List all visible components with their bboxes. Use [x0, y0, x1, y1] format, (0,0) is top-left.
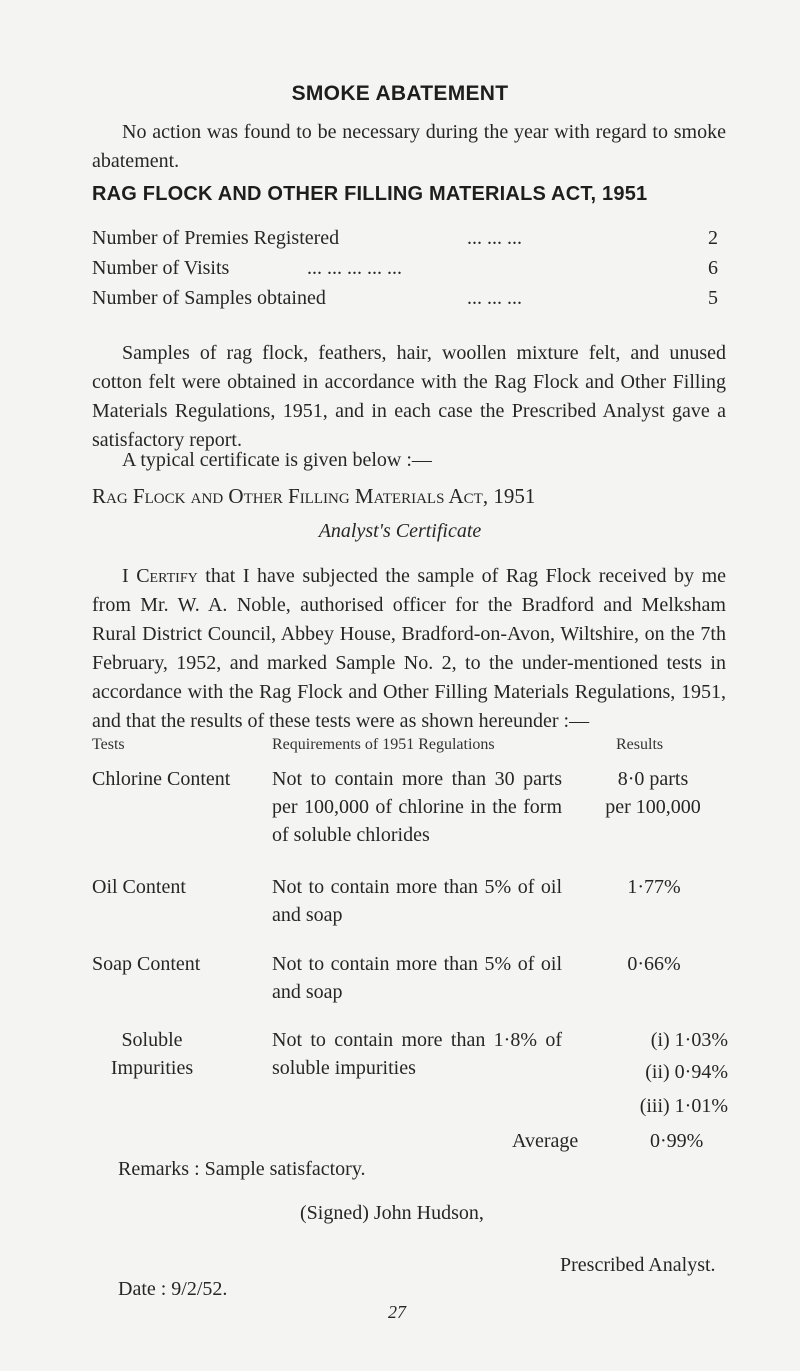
smoke-abatement-paragraph: No action was found to be necessary during the year with regard to smoke abatement.	[92, 121, 726, 172]
typical-certificate-note: A typical certificate is given below :—	[122, 449, 432, 471]
stat-label: Number of Samples obtained	[92, 287, 326, 309]
table-row-result: (ii) 0·94%	[645, 1061, 728, 1083]
table-row-test: Soluble Impurities	[110, 1029, 194, 1079]
certify-word: I Certify	[122, 565, 198, 587]
certificate-subtitle: Analyst's Certificate	[318, 520, 482, 542]
stat-row-samples	[92, 287, 718, 315]
stat-value: 5	[708, 287, 718, 309]
smoke-abatement-heading: SMOKE ABATEMENT	[291, 82, 509, 105]
table-row-test: Soap Content	[92, 953, 201, 975]
table-row-test: Chlorine Content	[92, 768, 231, 790]
samples-paragraph: Samples of rag flock, feathers, hair, woollen mixture felt, and unused cotton felt were obtained in accordance with the Rag Flock and Other Filling Materials Regulations, 1951, and in each case the Prescribed Analyst gave a satisfactory report.	[92, 342, 726, 451]
stat-leader-dots: ... ... ...	[467, 287, 522, 309]
table-row-requirement: Not to contain more than 1·8% of soluble impurities	[272, 1029, 562, 1079]
table-row-requirement: Not to contain more than 5% of oil and soap	[272, 953, 562, 1003]
certificate-date: Date : 9/2/52.	[118, 1278, 228, 1300]
certificate-body	[92, 562, 726, 736]
stat-row-visits	[92, 257, 718, 285]
table-row-result: 1·77%	[627, 876, 681, 898]
rag-flock-act-heading: RAG FLOCK AND OTHER FILLING MATERIALS ACT, 1951	[92, 183, 648, 205]
table-row-test: Oil Content	[92, 876, 186, 898]
stat-label: Number of Visits	[92, 257, 230, 279]
signed-line: (Signed) John Hudson,	[300, 1202, 484, 1224]
analyst-role: Prescribed Analyst.	[560, 1254, 716, 1276]
page-number: 27	[388, 1302, 406, 1322]
stat-row-premises	[92, 227, 718, 255]
table-row-requirement: Not to contain more than 5% of oil and soap	[272, 876, 562, 926]
table-row-requirement: Not to contain more than 30 parts per 100,000 of chlorine in the form of soluble chlorides	[272, 768, 562, 846]
certificate-body-text: that I have subjected the sample of Rag Flock received by me from Mr. W. A. Noble, authorised officer for the Bradford and Melksham Rural District Council, Abbey House, Bradford-on-Avon, Wiltshire, on the 7th February, 1952, and marked Sample No. 2, to the under-mentioned tests in accordance with the Rag Flock and Other Filling Materials Regulations, 1951, and that the results of these tests were as shown hereunder :—	[92, 565, 726, 732]
stat-leader-dots: ... ... ...	[467, 227, 522, 249]
table-row-result: 8·0 parts	[617, 768, 689, 790]
average-value: 0·99%	[650, 1130, 704, 1152]
table-row-result: 0·66%	[627, 953, 681, 975]
certificate-title: Rag Flock and Other Filling Materials Act, 1951	[92, 484, 536, 508]
table-header-tests: Tests	[92, 736, 125, 753]
table-header-requirements: Requirements of 1951 Regulations	[272, 736, 495, 753]
table-row-result: per 100,000	[605, 796, 701, 818]
stat-value: 6	[708, 257, 718, 279]
average-label: Average	[512, 1130, 579, 1152]
stat-label: Number of Premies Registered	[92, 227, 340, 249]
table-header-results: Results	[616, 736, 664, 753]
stat-leader-dots: ... ... ... ... ...	[307, 257, 402, 279]
table-row-result: (i) 1·03%	[650, 1029, 728, 1051]
stat-value: 2	[708, 227, 718, 249]
remarks: Remarks : Sample satisfactory.	[118, 1158, 366, 1180]
table-row-result: (iii) 1·01%	[639, 1095, 728, 1117]
